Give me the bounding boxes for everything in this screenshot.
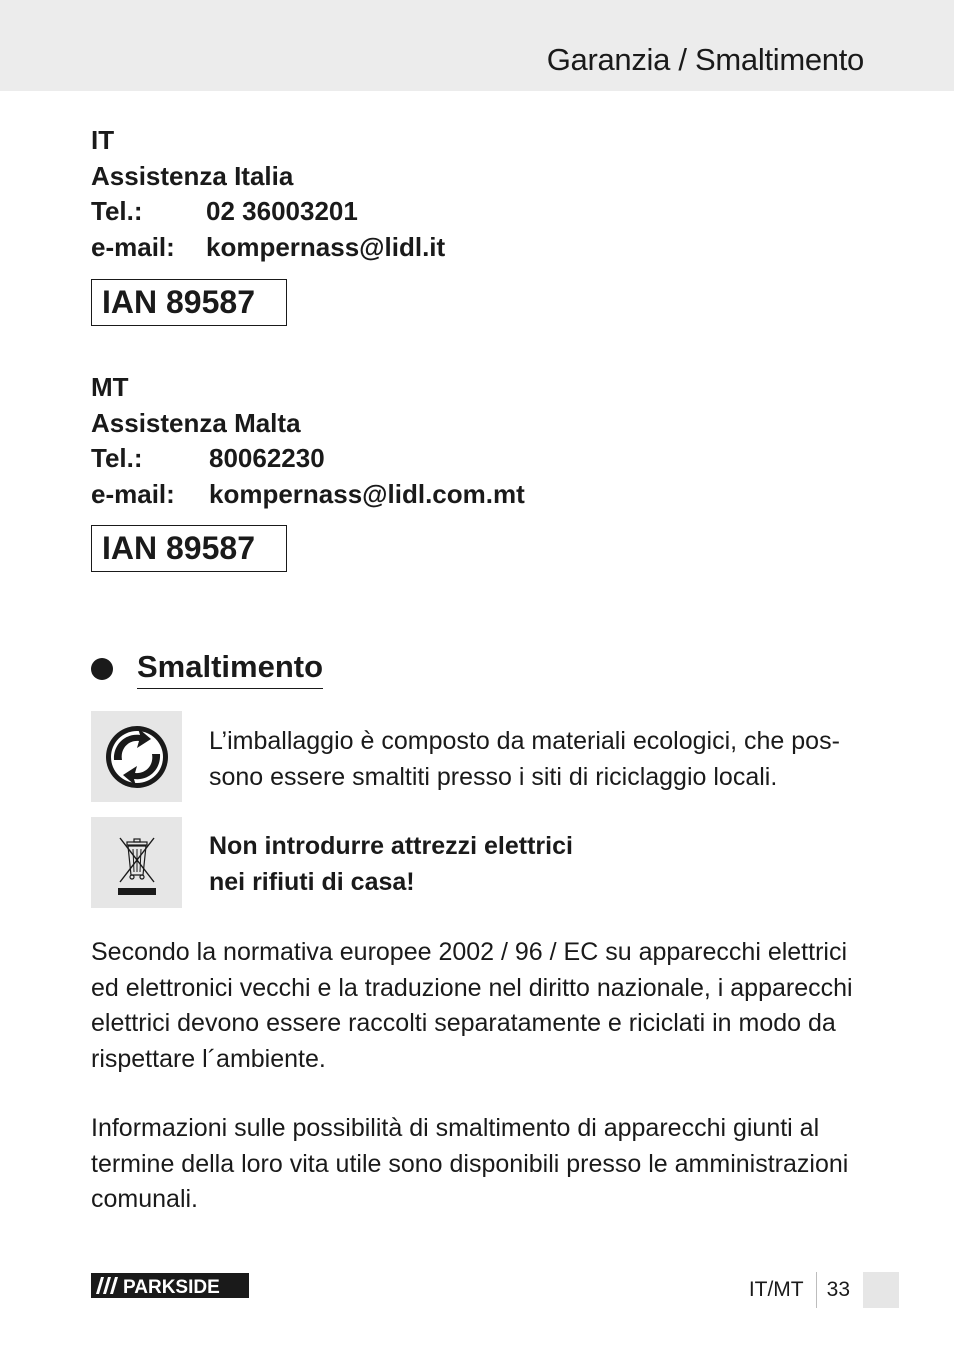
paragraph-line: termine della loro vita utile sono disponibili presso le amministrazioni [91, 1149, 849, 1178]
tel-value: 80062230 [209, 443, 325, 473]
email-value: kompernass@lidl.it [206, 231, 446, 262]
contact-tel-row [91, 194, 445, 230]
email-value: kompernass@lidl.com.mt [209, 478, 525, 509]
section-heading-text: Smaltimento [137, 648, 323, 689]
footer-language: IT/MT [748, 1278, 804, 1301]
weee-warning-line: Non introdurre attrezzi elettrici [209, 832, 573, 860]
page-title: Garanzia / Smaltimento [546, 42, 864, 77]
contact-email-row [91, 477, 525, 513]
weee-warning-line: nei rifiuti di casa! [209, 867, 415, 896]
contact-service: Assistenza Italia [91, 160, 294, 191]
contact-email-row [91, 230, 445, 266]
contact-tel-row [91, 441, 525, 477]
weee-directive-paragraph [91, 935, 871, 1077]
contact-country: IT [91, 125, 115, 155]
packaging-text [209, 724, 840, 795]
paragraph-line: Informazioni sulle possibilità di smaltimento di apparecchi giunti al [91, 1114, 820, 1142]
page-footer [749, 1272, 899, 1308]
paragraph-line: comunali. [91, 1185, 198, 1213]
weee-warning [209, 829, 573, 900]
paragraph-line: rispettare l´ambiente. [91, 1044, 326, 1073]
bullet-icon [91, 658, 113, 680]
paragraph-line: ed elettronici vecchi e la traduzione nel diritto nazionale, i apparecchi [91, 973, 853, 1002]
email-label: e-mail: [91, 478, 175, 509]
tel-label: Tel.: [91, 443, 143, 473]
section-heading [91, 648, 323, 689]
contact-service: Assistenza Malta [91, 407, 301, 438]
crossed-out-wheelie-bin-icon [91, 817, 182, 908]
page-number: 33 [826, 1278, 850, 1301]
email-label: e-mail: [91, 231, 175, 262]
packaging-text-line: L’imballaggio è composto da materiali ecologici, che pos- [209, 727, 840, 755]
contact-block-mt [91, 370, 525, 512]
brand-name: PARKSIDE [123, 1277, 220, 1298]
tel-label: Tel.: [91, 196, 143, 226]
footer-grey-box [863, 1272, 899, 1308]
ian-box-it: IAN 89587 [91, 279, 287, 326]
parkside-logo [91, 1273, 249, 1298]
paragraph-line: elettrici devono essere raccolti separatamente e riciclati in modo da [91, 1009, 836, 1037]
municipal-info-paragraph [91, 1111, 871, 1218]
contact-block-it [91, 123, 445, 265]
paragraph-line: Secondo la normativa europee 2002 / 96 / EC su apparecchi elettrici [91, 938, 848, 966]
ian-box-mt: IAN 89587 [91, 525, 287, 572]
tel-value: 02 36003201 [206, 196, 358, 226]
packaging-text-line: sono essere smaltiti presso i siti di riciclaggio locali. [209, 762, 778, 791]
contact-country: MT [91, 372, 129, 402]
green-dot-recycling-icon [91, 711, 182, 802]
